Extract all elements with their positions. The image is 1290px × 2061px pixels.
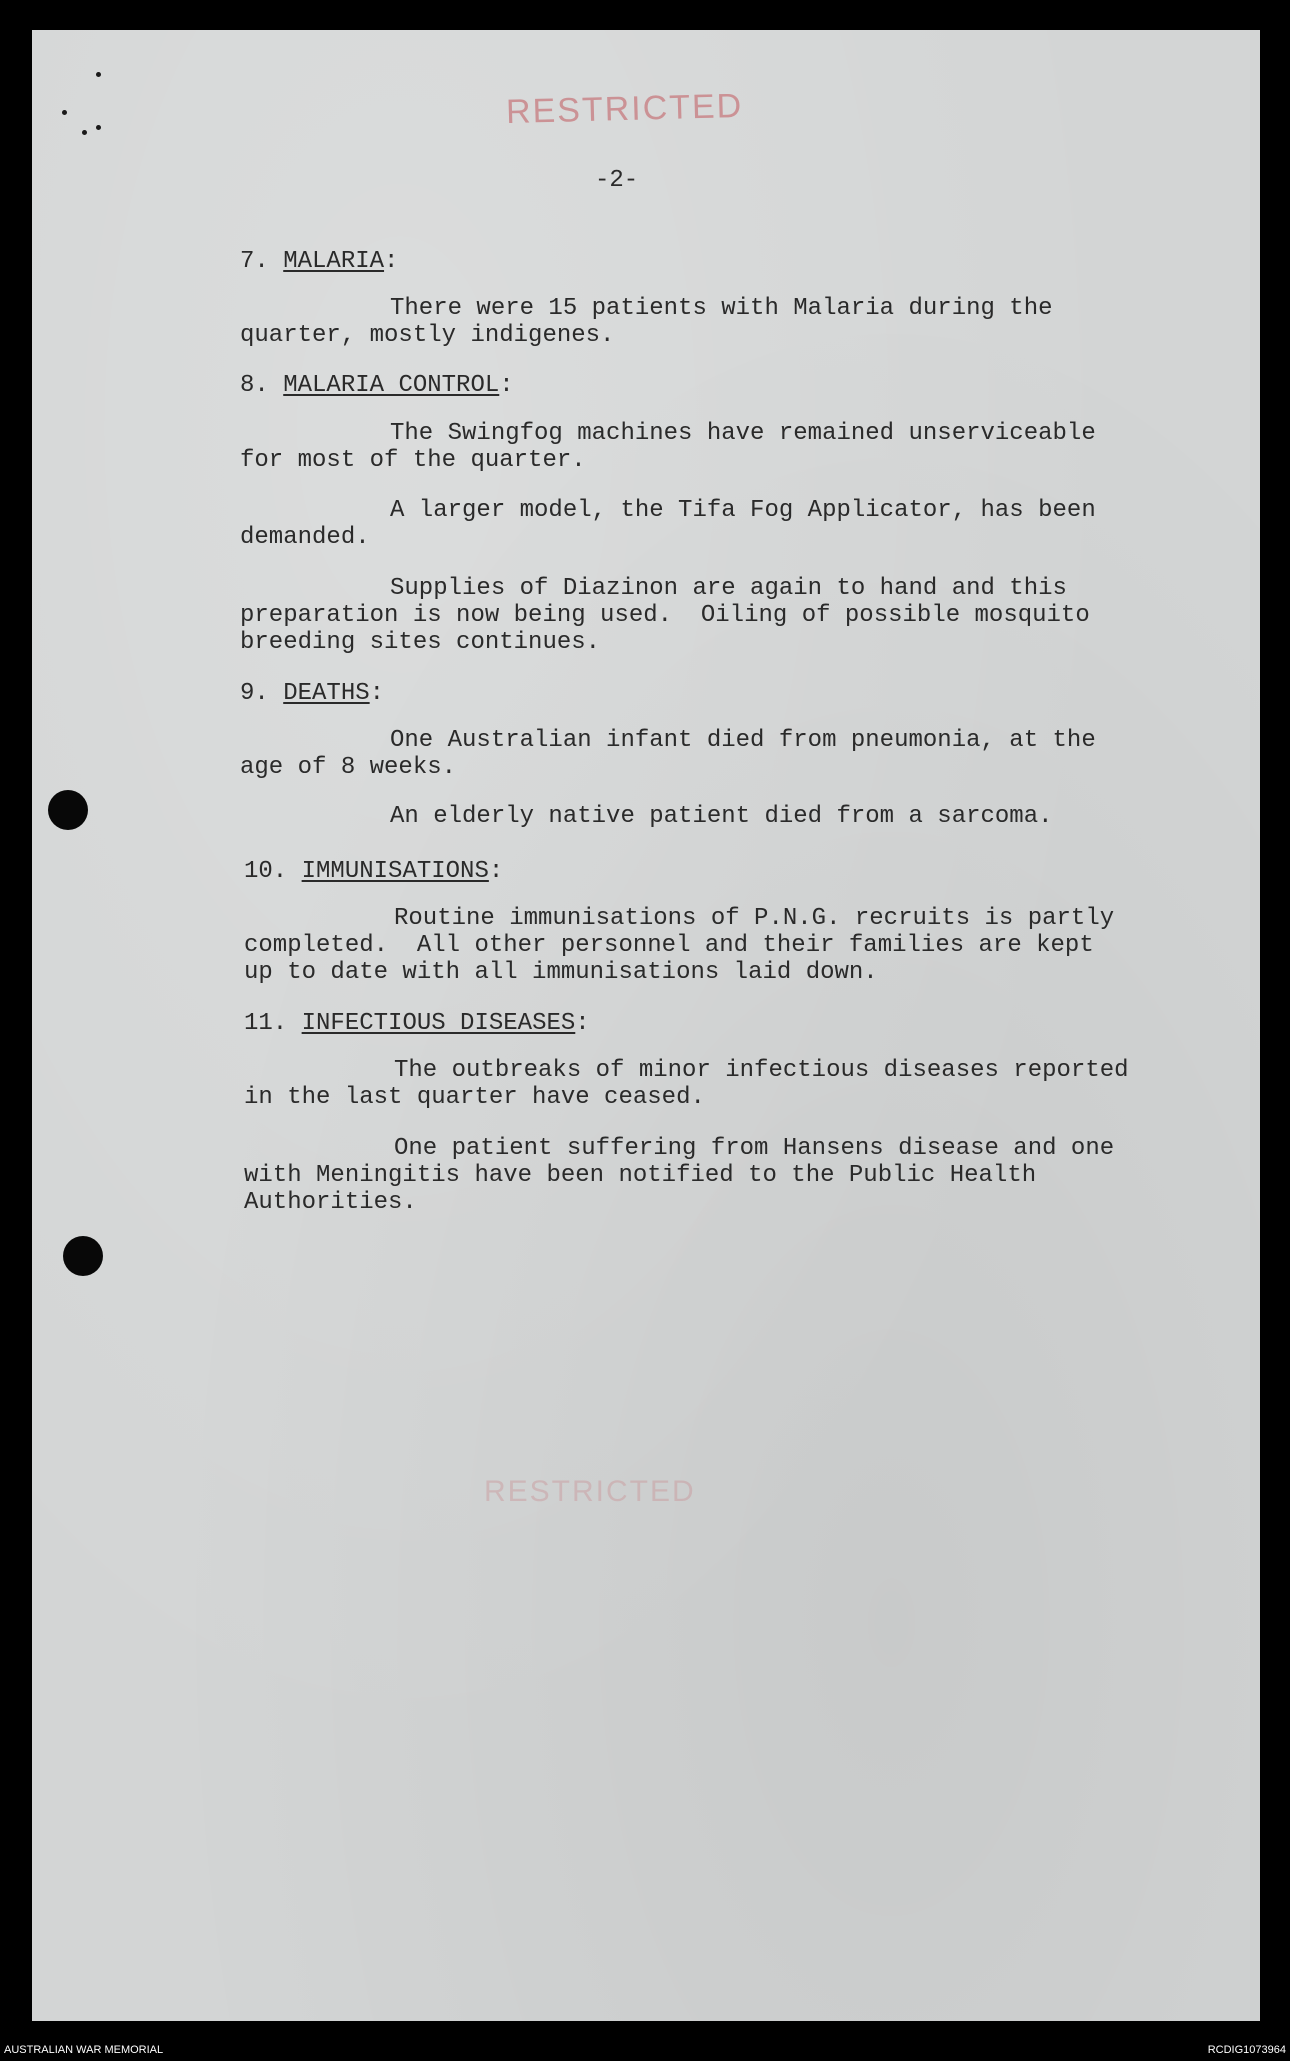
paragraph-line: There were 15 patients with Malaria during the [390,295,1053,322]
section-number: 11. [244,1010,288,1037]
section-heading-immunisations: 10. IMMUNISATIONS: [244,858,504,885]
paragraph [240,803,1053,830]
paragraph-line: The outbreaks of minor infectious diseases reported [394,1057,1129,1084]
paragraph [240,295,1053,349]
restricted-stamp-top: RESTRICTED [505,86,744,132]
paragraph-line: with Meningitis have been notified to the Public Health [244,1162,1037,1189]
paragraph [240,575,1090,656]
paragraph-line: up to date with all immunisations laid down. [244,959,878,986]
punch-hole-icon [48,790,88,830]
paragraph [240,727,1096,781]
paragraph-line: The Swingfog machines have remained unserviceable [390,420,1096,447]
footer-record-id: RCDIG1073964 [1207,2044,1286,2056]
section-title: MALARIA CONTROL [283,372,500,399]
pin-hole-icon [96,72,101,77]
section-number: 7. [240,248,269,275]
paragraph-line: age of 8 weeks. [240,754,457,781]
footer-credit: AUSTRALIAN WAR MEMORIAL [4,2044,164,2056]
section-heading-malaria-control: 8. MALARIA CONTROL: [240,372,514,399]
punch-hole-icon [63,1236,103,1276]
paragraph-line: for most of the quarter. [240,447,586,474]
paragraph-line: Authorities. [244,1189,417,1216]
paragraph-line: One patient suffering from Hansens disease and one [394,1135,1115,1162]
paragraph [240,420,1096,474]
pin-hole-icon [62,110,67,115]
paragraph-line: One Australian infant died from pneumonia, at the [390,727,1096,754]
section-title: MALARIA [283,248,385,275]
paragraph [244,1057,1129,1111]
section-number: 9. [240,680,269,707]
pin-hole-icon [96,125,101,130]
page-number: -2- [595,167,639,194]
paragraph-line: Routine immunisations of P.N.G. recruits is partly [394,905,1115,932]
section-heading-malaria: 7. MALARIA: [240,248,399,275]
document-page [32,30,1260,2021]
pin-hole-icon [82,130,87,135]
section-title: IMMUNISATIONS [301,858,489,885]
restricted-stamp-bottom: RESTRICTED [484,1475,696,1508]
paragraph [244,905,1114,986]
paragraph [244,1135,1114,1216]
section-title: INFECTIOUS DISEASES [301,1010,576,1037]
section-number: 8. [240,372,269,399]
paragraph-line: demanded. [240,524,370,551]
section-number: 10. [244,858,288,885]
paragraph-line: An elderly native patient died from a sarcoma. [390,803,1053,830]
paragraph-line: breeding sites continues. [240,629,601,656]
paragraph-line: Supplies of Diazinon are again to hand and this [390,575,1067,602]
paragraph-line: preparation is now being used. Oiling of possible mosquito [240,602,1090,629]
section-heading-infectious-diseases: 11. INFECTIOUS DISEASES: [244,1010,590,1037]
paragraph-line: completed. All other personnel and their families are kept [244,932,1094,959]
paragraph [240,497,1096,551]
paragraph-line: quarter, mostly indigenes. [240,322,615,349]
paragraph-line: A larger model, the Tifa Fog Applicator, has been [390,497,1096,524]
section-title: DEATHS [283,680,370,707]
section-heading-deaths: 9. DEATHS: [240,680,385,707]
paragraph-line: in the last quarter have ceased. [244,1084,705,1111]
